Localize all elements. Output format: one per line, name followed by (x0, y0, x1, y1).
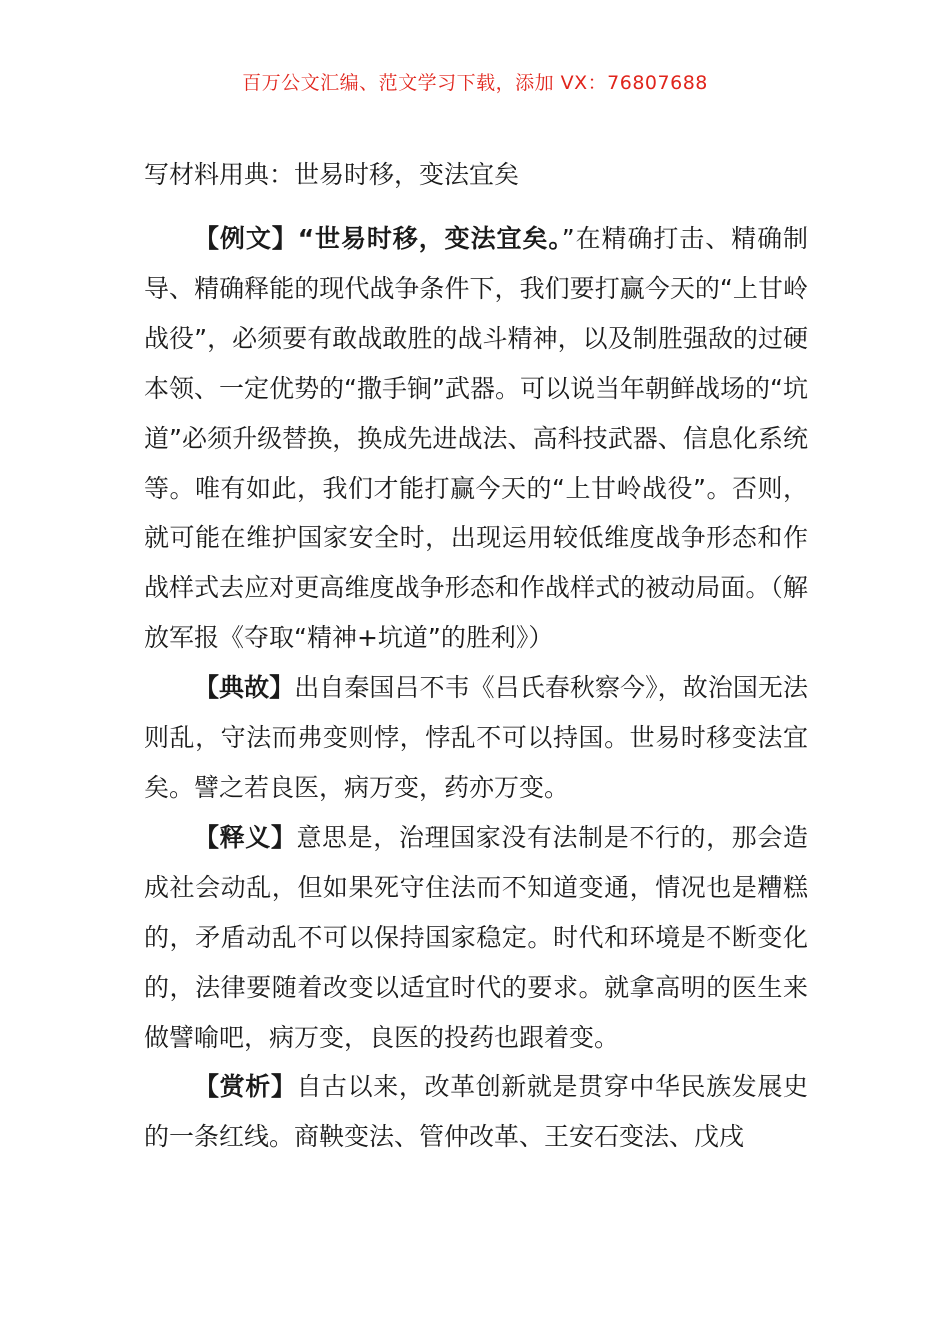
paragraph-example (144, 214, 808, 663)
paragraph-tag-meaning: 【释义】 (194, 822, 297, 852)
paragraph-tag-allusion: 【典故】 (194, 673, 295, 703)
paragraph-text-appreciation: 自古以来，改革创新就是贯穿中华民族发展史的一条红线。商鞅变法、管仲改革、王安石变法、戊戌 (144, 1072, 808, 1152)
paragraph-tag-appreciation: 【赏析】 (194, 1072, 297, 1102)
document-title: 写材料用典：世易时移，变法宜矣 (144, 160, 520, 189)
paragraph-text-meaning: 意思是，治理国家没有法制是不行的，那会造成社会动乱，但如果死守住法而不知道变通，情况也是糟糕的，矛盾动乱不可以保持国家稳定。时代和环境是不断变化的，法律要随着改变以适宜时代的要求。就拿高明的医生来做譬喻吧，病万变，良医的投药也跟着变。 (144, 822, 808, 1052)
paragraph-appreciation (144, 1062, 808, 1162)
example-quote: “世易时移，变法宜矣。 (297, 224, 562, 253)
paragraph-allusion (144, 663, 808, 813)
paragraph-text-allusion: 出自秦国吕不韦《吕氏春秋察今》，故治国无法则乱，守法而弗变则悖，悖乱不可以持国。世易时移变法宜矣。譬之若良医，病万变，药亦万变。 (144, 673, 808, 802)
paragraph-text-example: ”在精确打击、精确制导、精确释能的现代战争条件下，我们要打赢今天的“上甘岭战役”，必须要有敢战敢胜的战斗精神，以及制胜强敌的过硬本领、一定优势的“撒手锏”武器。可以说当年朝鲜战场的“坑道”必须升级替换，换成先进战法、高科技武器、信息化系统等。唯有如此，我们才能打赢今天的“上甘岭战役”。否则，就可能在维护国家安全时，出现运用较低维度战争形态和作战样式去应对更高维度战争形态和作战样式的被动局面。（解放军报《夺取“精神+坑道”的胜利》） (144, 224, 808, 653)
paragraph-meaning (144, 813, 808, 1063)
header-banner: 百万公文汇编、范文学习下载，添加 VX：76807688 (242, 72, 708, 94)
paragraph-tag-example: 【例文】 (194, 224, 298, 253)
document-body (144, 214, 808, 1162)
